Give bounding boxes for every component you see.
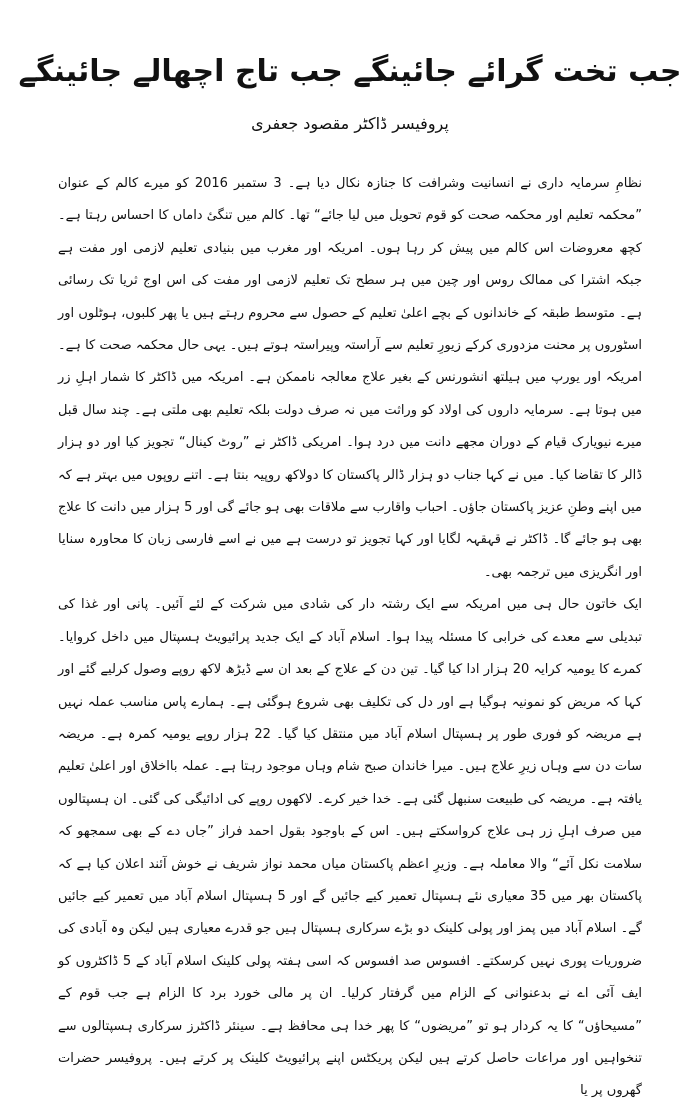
article-paragraph: ایک خاتون حال ہی میں امریکہ سے ایک رشتہ دار کی شادی میں شرکت کے لئے آئیں۔ پانی اور غذا کی تبدیلی سے معدے کی خرابی کا مسئلہ پیدا ہوا۔ اسلام آباد کے ایک جدید پرائیویٹ ہسپتال میں داخل کروایا۔ کمرے کا یومیہ کرایہ 20 ہزار ادا کیا گیا۔ تین دن کے علاج کے بعد ان سے ڈیڑھ لاکھ روپے وصول کرلیے گئے اور کہا کہ مریض کو نمونیہ ہوگیا ہے اور دل کی تکلیف بھی شروع ہوگئی ہے۔ ہمارے پاس مناسب عملہ نہیں ہے مریضہ کو فوری طور پر ہسپتال اسلام آباد میں منتقل کیا گیا۔ 22 ہزار روپے یومیہ کمرہ ہے۔ مریضہ سات دن سے وہاں زیرِ علاج ہیں۔ میرا خاندان صبح شام وہاں موجود رہتا ہے۔ عملہ بااخلاق اور اعلیٰ تعلیم یافتہ ہے۔ مریضہ کی طبیعت سنبھل گئی ہے۔ خدا خیر کرے۔ لاکھوں روپے کی ادائیگی کی گئی۔ ان ہسپتالوں میں صرف اہلِ زر ہی علاج کرواسکتے ہیں۔ اس کے باوجود بقول احمد فراز ”جاں دے کے بھی سمجھو کہ سلامت نکل آئے“ والا معاملہ ہے۔ وزیرِ اعظم پاکستان میاں محمد نواز شریف نے خوش آئند اعلان کیا ہے کہ پاکستان بھر میں 35 معیاری نئے ہسپتال تعمیر کیے جائیں گے اور 5 ہسپتال اسلام آباد میں تعمیر کیے جائیں گے۔ اسلام آباد میں پمز اور پولی کلینک دو بڑے سرکاری ہسپتال ہیں جو قدرے معیاری ہیں لیکن وہ آبادی کی ضروریات پوری نہیں کرسکتے۔ افسوس صد افسوس کہ اسی ہفتہ پولی کلینک اسلام آباد کے 5 ڈاکٹروں کو ایف آئی اے نے بدعنوانی کے الزام میں گرفتار کرلیا۔ ان پر مالی خورد برد کا الزام ہے جب قوم کے ”مسیحاؤں“ کا یہ کردار ہو تو ”مریضوں“ کا پھر خدا ہی محافظ ہے۔ سینئر ڈاکٹرز سرکاری ہسپتالوں سے تنخواہیں اور مراعات حاصل کرتے ہیں لیکن پریکٹس اپنے پرائیویٹ کلینک پر کرتے ہیں۔ پروفیسر حضرات گھروں پر یا (58, 597, 643, 1099)
article-title: جب تخت گرائے جائینگے جب تاج اچھالے جائینگے (18, 54, 682, 89)
article-body (58, 168, 642, 1108)
article-author: پروفیسر ڈاکٹر مقصود جعفری (251, 114, 449, 133)
article-paragraph: نظامِ سرمایہ داری نے انسانیت وشرافت کا جنازہ نکال دیا ہے۔ 3 ستمبر 2016 کو میرے کالم کے عنوان ”محکمہ تعلیم اور محکمہ صحت کو قوم تحویل میں لیا جائے“ تھا۔ کالم میں تنگیٔ داماں کا احساس رہتا ہے۔ کچھ معروضات اس کالم میں پیش کر رہا ہوں۔ امریکہ اور مغرب میں بنیادی تعلیم لازمی اور مفت ہے جبکہ اشترا کی ممالک روس اور چین میں ہر سطح تک تعلیم لازمی اور مفت کی اس اوج ثریا تک رسائی ہے۔ متوسط طبقہ کے خاندانوں کے بچے اعلیٰ تعلیم کے حصول سے محروم رہتے ہیں یا پھر کلبوں، ہوٹلوں اور اسٹوروں پر محنت مزدوری کرکے زیورِ تعلیم سے آراستہ وپیراستہ ہوتے ہیں۔ یہی حال محکمہ صحت کا ہے۔ امریکہ اور یورپ میں ہیلتھ انشورنس کے بغیر علاج معالجہ ناممکن ہے۔ امریکہ میں ڈاکٹر کا شمار اہلِ زر میں ہوتا ہے۔ سرمایہ داروں کی اولاد کو وراثت میں نہ صرف دولت بلکہ تعلیم بھی ملتی ہے۔ چند سال قبل میرے نیویارک قیام کے دوران مجھے دانت میں درد ہوا۔ امریکی ڈاکٹر نے ”روٹ کینال“ تجویز کیا اور دو ہزار ڈالر کا تقاضا کیا۔ میں نے کہا جناب دو ہزار ڈالر پاکستان کا دولاکھ روپیہ بنتا ہے۔ اتنے روپوں میں بہتر ہے کہ میں اپنے وطنِ عزیز پاکستان جاؤں۔ احباب واقارب سے ملاقات بھی ہو جائے گی اور 5 ہزار میں دانت کا علاج بھی ہو جائے گا۔ ڈاکٹر نے قہقہہ لگایا اور کہا تجویز تو درست ہے میں نے اسے فارسی زبان کا محاورہ سنایا اور انگریزی میں ترجمہ بھی۔ (58, 176, 642, 580)
